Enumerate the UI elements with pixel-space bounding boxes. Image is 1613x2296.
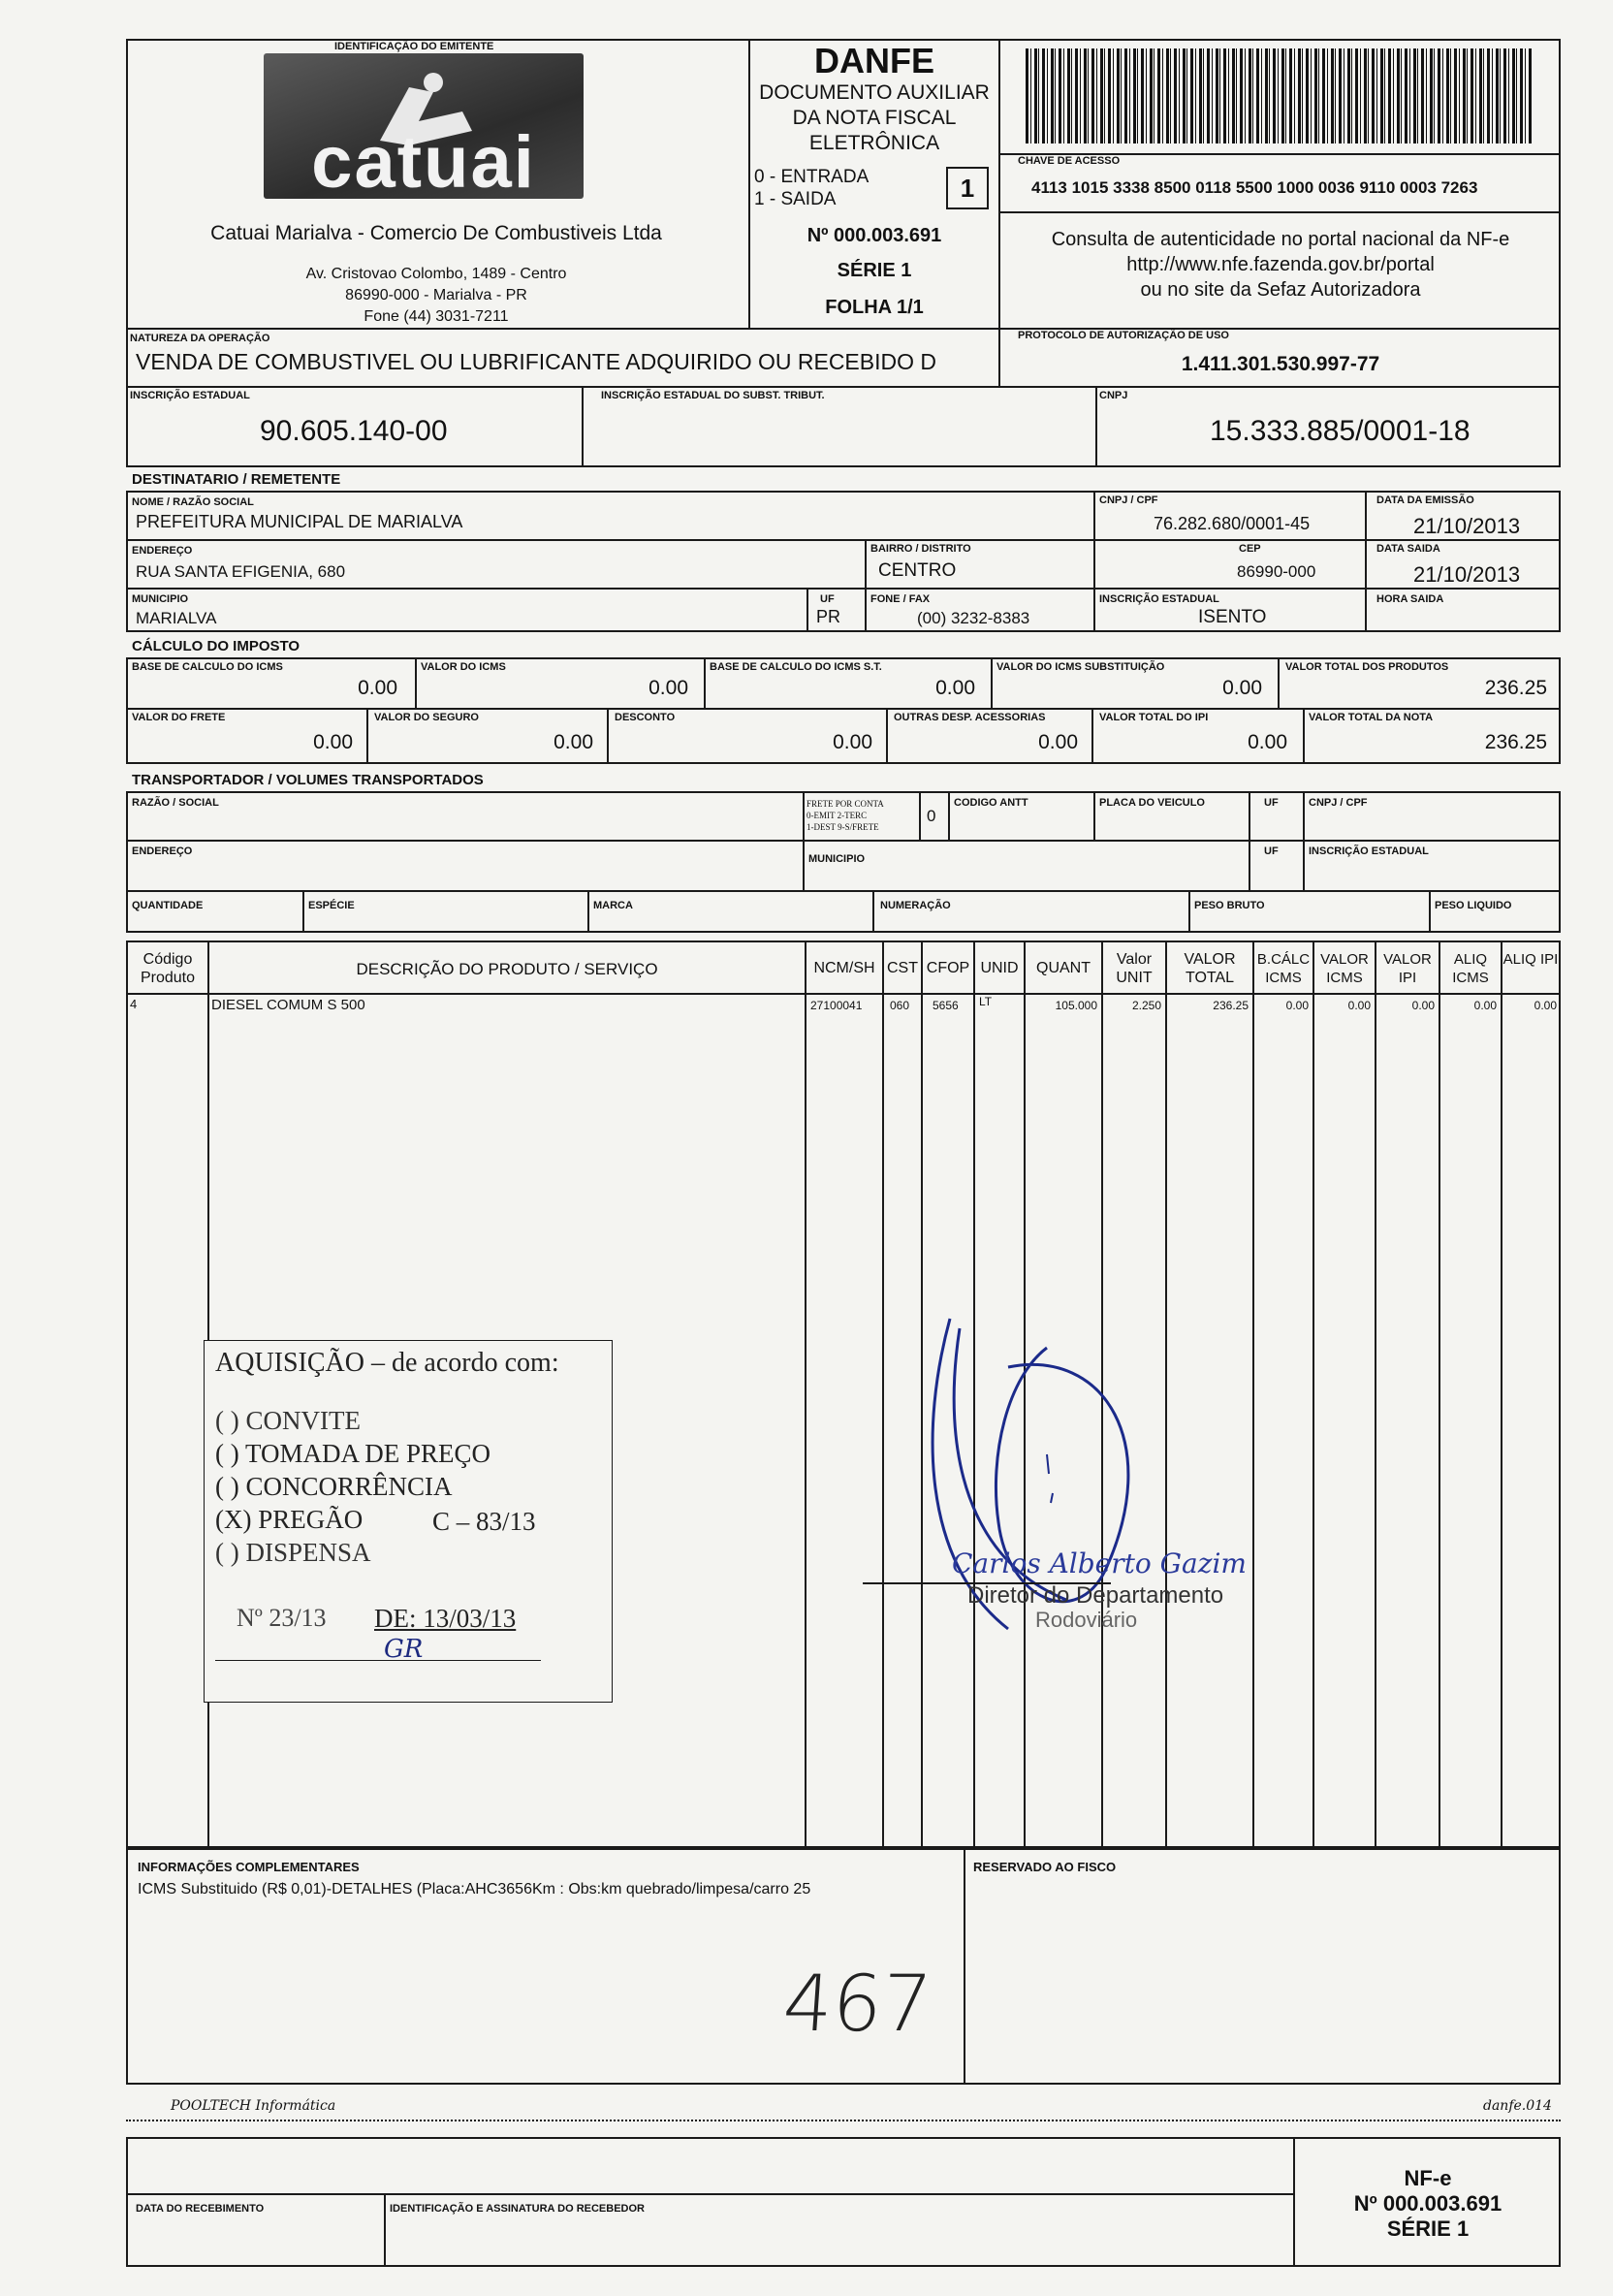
- transport-section-title: TRANSPORTADOR / VOLUMES TRANSPORTADOS: [132, 772, 484, 788]
- company-address-1: Av. Cristovao Colombo, 1489 - Centro: [305, 266, 567, 282]
- tax-col-9: [1303, 708, 1305, 764]
- signature-line: [863, 1582, 1111, 1584]
- carrier-ie-label: INSCRIÇÃO ESTADUAL: [1309, 845, 1429, 857]
- transport-col-j: [1429, 890, 1431, 933]
- carrier-city-label: MUNICIPIO: [808, 853, 866, 865]
- antt-label: CODIGO ANTT: [954, 797, 1028, 809]
- freight-mode-l1: FRETE POR CONTA: [806, 799, 884, 809]
- receipt-row-line: [126, 2193, 1293, 2195]
- recipient-section-title: DESTINATARIO / REMETENTE: [132, 471, 341, 488]
- header-key-line-bottom: [998, 211, 1561, 213]
- carrier-name-label: RAZÃO / SOCIAL: [132, 797, 219, 809]
- recipient-row-2: [126, 588, 1561, 590]
- items-col-ipi: [1375, 941, 1376, 1848]
- carrier-cnpj-label: CNPJ / CPF: [1309, 797, 1368, 809]
- additional-info-text: ICMS Substituido (R$ 0,01)-DETALHES (Placa:AHC3656Km : Obs:km quebrado/limpesa/carro 25: [138, 1881, 811, 1897]
- row-ipi: 0.00: [1411, 999, 1435, 1012]
- ie-divider-2: [1095, 386, 1097, 467]
- tax-row-divider: [126, 708, 1561, 710]
- row-bc-icms: 0.00: [1285, 999, 1309, 1012]
- signer-title-2: Rodoviário: [1035, 1608, 1138, 1632]
- company-name: Catuai Marialva - Comercio De Combustiveis Ltda: [210, 222, 662, 244]
- col-header-bc-icms: B.CÁLC ICMS: [1256, 951, 1311, 986]
- other-value: 0.00: [1038, 731, 1078, 753]
- invoice-sheet: FOLHA 1/1: [825, 297, 924, 318]
- items-col-icms: [1313, 941, 1314, 1848]
- col-header-unit: UNID: [980, 960, 1019, 976]
- tax-col-2: [704, 657, 706, 708]
- type-code-box: [946, 167, 989, 209]
- bc-st-label: BASE DE CALCULO DO ICMS S.T.: [710, 661, 882, 673]
- transport-col-d: [1249, 791, 1250, 890]
- col-header-aliq-icms: ALIQ ICMS: [1452, 951, 1489, 986]
- transport-col-f: [302, 890, 304, 933]
- row-desc: DIESEL COMUM S 500: [211, 997, 365, 1013]
- other-label: OUTRAS DESP. ACESSORIAS: [894, 712, 1046, 723]
- items-col-bc: [1252, 941, 1254, 1848]
- protocol-value: 1.411.301.530.997-77: [1181, 353, 1380, 375]
- bc-icms-label: BASE DE CALCULO DO ICMS: [132, 661, 283, 673]
- recipient-cnpj: 76.282.680/0001-45: [1154, 514, 1311, 533]
- danfe-sub-3: ELETRÔNICA: [808, 132, 940, 154]
- recipient-ie: ISENTO: [1198, 607, 1267, 627]
- ie-st-label: INSCRIÇÃO ESTADUAL DO SUBST. TRIBUT.: [601, 390, 825, 401]
- tax-col-3: [991, 657, 993, 708]
- tax-col-8: [1091, 708, 1093, 764]
- protocol-label: PROTOCOLO DE AUTORIZAÇÃO DE USO: [1018, 330, 1229, 341]
- transport-row-2: [126, 890, 1561, 892]
- company-logo: [264, 53, 584, 199]
- freight-mode-l2: 0-EMIT 2-TERC: [806, 811, 868, 820]
- stamp-underline: [215, 1660, 541, 1661]
- consult-line-1: Consulta de autenticidade no portal nacional da NF-e: [1051, 229, 1510, 250]
- stamp-title: AQUISIÇÃO – de acordo com:: [215, 1348, 559, 1378]
- stamp-option-2: ( ) TOMADA DE PREÇO: [215, 1439, 491, 1468]
- signer-title-1: Diretor do Departamento: [967, 1582, 1224, 1609]
- col-header-aliq-ipi: ALIQ IPI: [1502, 951, 1559, 968]
- icms-st-value: 0.00: [1222, 677, 1262, 699]
- row-ncm: 27100041: [810, 999, 863, 1012]
- receipt-sign-label: IDENTIFICAÇÃO E ASSINATURA DO RECEBEDOR: [390, 2203, 645, 2215]
- danfe-sub-2: DA NOTA FISCAL: [792, 107, 957, 129]
- recipient-name-label: NOME / RAZÃO SOCIAL: [132, 496, 254, 508]
- ie-divider-1: [582, 386, 584, 467]
- carrier-uf2-label: UF: [1264, 845, 1279, 857]
- products-label: VALOR TOTAL DOS PRODUTOS: [1285, 661, 1449, 673]
- cnpj-label: CNPJ: [1099, 390, 1128, 401]
- discount-value: 0.00: [833, 731, 872, 753]
- uf-label: UF: [820, 593, 835, 605]
- ipi-label: VALOR TOTAL DO IPI: [1099, 712, 1209, 723]
- nature-value: VENDA DE COMBUSTIVEL OU LUBRIFICANTE ADQUIRIDO OU RECEBIDO D: [136, 349, 937, 374]
- handwritten-page-number: 467: [779, 1959, 934, 2049]
- transport-row-1: [126, 840, 1561, 842]
- total-label: VALOR TOTAL DA NOTA: [1309, 712, 1434, 723]
- exit-date: 21/10/2013: [1413, 562, 1521, 587]
- recipient-address: RUA SANTA EFIGENIA, 680: [136, 562, 346, 581]
- form-code: danfe.014: [1483, 2098, 1552, 2114]
- tax-col-7: [886, 708, 888, 764]
- icms-value: 0.00: [648, 677, 688, 699]
- items-col-aliq-ipi: [1501, 941, 1502, 1848]
- col-header-ipi: VALOR IPI: [1383, 951, 1432, 986]
- plate-label: PLACA DO VEICULO: [1099, 797, 1205, 809]
- col-header-cst: CST: [887, 960, 918, 976]
- nature-label: NATUREZA DA OPERAÇÃO: [130, 333, 270, 344]
- recipient-col-district: [865, 539, 867, 632]
- row-icms: 0.00: [1347, 999, 1371, 1012]
- transport-col-i: [1188, 890, 1190, 933]
- icms-st-label: VALOR DO ICMS SUBSTITUIÇÃO: [996, 661, 1165, 673]
- discount-label: DESCONTO: [615, 712, 676, 723]
- total-value: 236.25: [1484, 731, 1547, 753]
- transport-col-a: [803, 791, 805, 890]
- invoice-series: SÉRIE 1: [837, 260, 912, 281]
- stamp-date: DE: 13/03/13: [374, 1604, 517, 1633]
- ipi-value: 0.00: [1248, 731, 1287, 753]
- freight-mode-divider: [919, 791, 921, 840]
- col-header-code: Código Produto: [140, 951, 196, 986]
- bc-st-value: 0.00: [935, 677, 975, 699]
- stamp-option-5: ( ) DISPENSA: [215, 1538, 371, 1567]
- icms-label: VALOR DO ICMS: [421, 661, 506, 673]
- transport-col-h: [872, 890, 874, 933]
- barcode: [1026, 48, 1532, 144]
- row-aliq-icms: 0.00: [1473, 999, 1497, 1012]
- stamp-option-3: ( ) CONCORRÊNCIA: [215, 1472, 453, 1501]
- freight-mode-l3: 1-DEST 9-S/FRETE: [806, 822, 879, 832]
- software-credit: POOLTECH Informática: [171, 2098, 336, 2114]
- cut-line: [126, 2120, 1561, 2121]
- brand-label: MARCA: [593, 900, 633, 911]
- row-qty: 105.000: [1055, 999, 1097, 1012]
- stamp-initials: GR: [384, 1635, 424, 1664]
- numbering-label: NUMERAÇÃO: [880, 900, 951, 911]
- items-col-aliq-icms: [1439, 941, 1440, 1848]
- danfe-sub-1: DOCUMENTO AUXILIAR: [759, 81, 990, 104]
- footer-nfe: NF-e: [1404, 2166, 1452, 2190]
- entry-option: 0 - ENTRADA: [754, 167, 870, 187]
- district-label: BAIRRO / DISTRITO: [870, 543, 971, 555]
- recipient-cnpj-label: CNPJ / CPF: [1099, 494, 1158, 506]
- phone-label: FONE / FAX: [870, 593, 931, 605]
- row-unit: LT: [979, 995, 993, 1008]
- tax-col-6: [607, 708, 609, 764]
- recipient-col-date: [1365, 491, 1367, 632]
- col-header-total: VALOR TOTAL: [1184, 951, 1236, 986]
- items-col-ncm: [805, 941, 806, 1848]
- row-unit-value: 2.250: [1131, 999, 1161, 1012]
- recipient-col-name: [1093, 491, 1095, 632]
- receipt-divider-mid: [384, 2193, 386, 2267]
- products-value: 236.25: [1484, 677, 1547, 699]
- insurance-value: 0.00: [553, 731, 593, 753]
- logo-text: catuai: [311, 121, 536, 199]
- cep-label: CEP: [1239, 543, 1261, 555]
- issue-date: 21/10/2013: [1413, 514, 1521, 538]
- signer-name: Carlos Alberto Gazim: [952, 1547, 1247, 1579]
- additional-info-label: INFORMAÇÕES COMPLEMENTARES: [138, 1860, 360, 1874]
- access-key: 4113 1015 3338 8500 0118 5500 1000 0036 9110 0003 7263: [1031, 178, 1478, 197]
- col-header-cfop: CFOP: [926, 960, 970, 976]
- exit-date-label: DATA SAIDA: [1376, 543, 1440, 555]
- issue-date-label: DATA DA EMISSÃO: [1376, 494, 1474, 506]
- exit-option: 1 - SAIDA: [754, 189, 837, 209]
- net-weight-label: PESO LIQUIDO: [1435, 900, 1512, 911]
- stamp-number: Nº 23/13: [237, 1604, 327, 1632]
- row-total: 236.25: [1213, 999, 1249, 1012]
- bc-icms-value: 0.00: [358, 677, 397, 699]
- freight-mode-value: 0: [927, 807, 936, 825]
- access-key-label: CHAVE DE ACESSO: [1018, 155, 1121, 167]
- cep-value: 86990-000: [1237, 562, 1316, 581]
- stamp-option-4-ref: C – 83/13: [432, 1507, 536, 1536]
- freight-value: 0.00: [313, 731, 353, 753]
- col-header-icms: VALOR ICMS: [1320, 951, 1369, 986]
- footer-number: Nº 000.003.691: [1353, 2191, 1502, 2216]
- ie-value: 90.605.140-00: [260, 415, 448, 447]
- tax-section-title: CÁLCULO DO IMPOSTO: [132, 638, 300, 654]
- receipt-date-label: DATA DO RECEBIMENTO: [136, 2203, 265, 2215]
- company-address-2: 86990-000 - Marialva - PR: [345, 287, 527, 303]
- recipient-col-uf: [806, 588, 808, 632]
- exit-time-label: HORA SAIDA: [1376, 593, 1444, 605]
- additional-divider: [964, 1848, 965, 2085]
- tax-col-4: [1278, 657, 1280, 708]
- phone-value: (00) 3232-8383: [917, 609, 1030, 627]
- recipient-address-label: ENDEREÇO: [132, 545, 193, 557]
- row-cst: 060: [890, 999, 910, 1012]
- fisco-label: RESERVADO AO FISCO: [973, 1860, 1117, 1874]
- col-header-ncm: NCM/SH: [813, 960, 875, 976]
- transport-col-g: [587, 890, 589, 933]
- city-label: MUNICIPIO: [132, 593, 189, 605]
- carrier-uf-label: UF: [1264, 797, 1279, 809]
- company-phone: Fone (44) 3031-7211: [364, 308, 509, 325]
- transport-col-c: [1093, 791, 1095, 840]
- stamp-option-1: ( ) CONVITE: [215, 1406, 361, 1435]
- recipient-name: PREFEITURA MUNICIPAL DE MARIALVA: [136, 512, 463, 531]
- freight-label: VALOR DO FRETE: [132, 712, 226, 723]
- items-header-line: [126, 993, 1561, 995]
- carrier-address-label: ENDEREÇO: [132, 845, 193, 857]
- consult-line-2: http://www.nfe.fazenda.gov.br/portal: [1126, 254, 1435, 275]
- cnpj-value: 15.333.885/0001-18: [1210, 415, 1471, 447]
- col-header-desc: DESCRIÇÃO DO PRODUTO / SERVIÇO: [356, 960, 658, 978]
- invoice-number: Nº 000.003.691: [806, 225, 942, 246]
- transport-col-b: [948, 791, 950, 840]
- gross-weight-label: PESO BRUTO: [1194, 900, 1265, 911]
- row-code: 4: [130, 997, 138, 1011]
- tax-col-5: [366, 708, 368, 764]
- type-code: 1: [960, 174, 975, 203]
- insurance-label: VALOR DO SEGURO: [374, 712, 479, 723]
- species-label: ESPÉCIE: [308, 900, 355, 911]
- stamp-option-4: (X) PREGÃO: [215, 1505, 364, 1534]
- recipient-ie-label: INSCRIÇÃO ESTADUAL: [1099, 593, 1219, 605]
- uf-value: PR: [816, 607, 841, 626]
- col-header-qty: QUANT: [1036, 960, 1091, 976]
- qty-label: QUANTIDADE: [132, 900, 204, 911]
- col-header-unit-value: Valor UNIT: [1116, 951, 1153, 986]
- ie-label: INSCRIÇÃO ESTADUAL: [130, 390, 250, 401]
- consult-line-3: ou no site da Sefaz Autorizadora: [1140, 279, 1421, 301]
- row-aliq-ipi: 0.00: [1534, 999, 1557, 1012]
- row-cfop: 5656: [933, 999, 959, 1012]
- transport-col-e: [1303, 791, 1305, 890]
- emitter-label: IDENTIFICAÇÃO DO EMITENTE: [334, 41, 494, 52]
- city-value: MARIALVA: [136, 609, 217, 627]
- footer-series: SÉRIE 1: [1386, 2216, 1470, 2241]
- danfe-title: DANFE: [814, 41, 934, 80]
- tax-col-1: [415, 657, 417, 708]
- recipient-row-1: [126, 539, 1561, 541]
- district-value: CENTRO: [878, 560, 957, 581]
